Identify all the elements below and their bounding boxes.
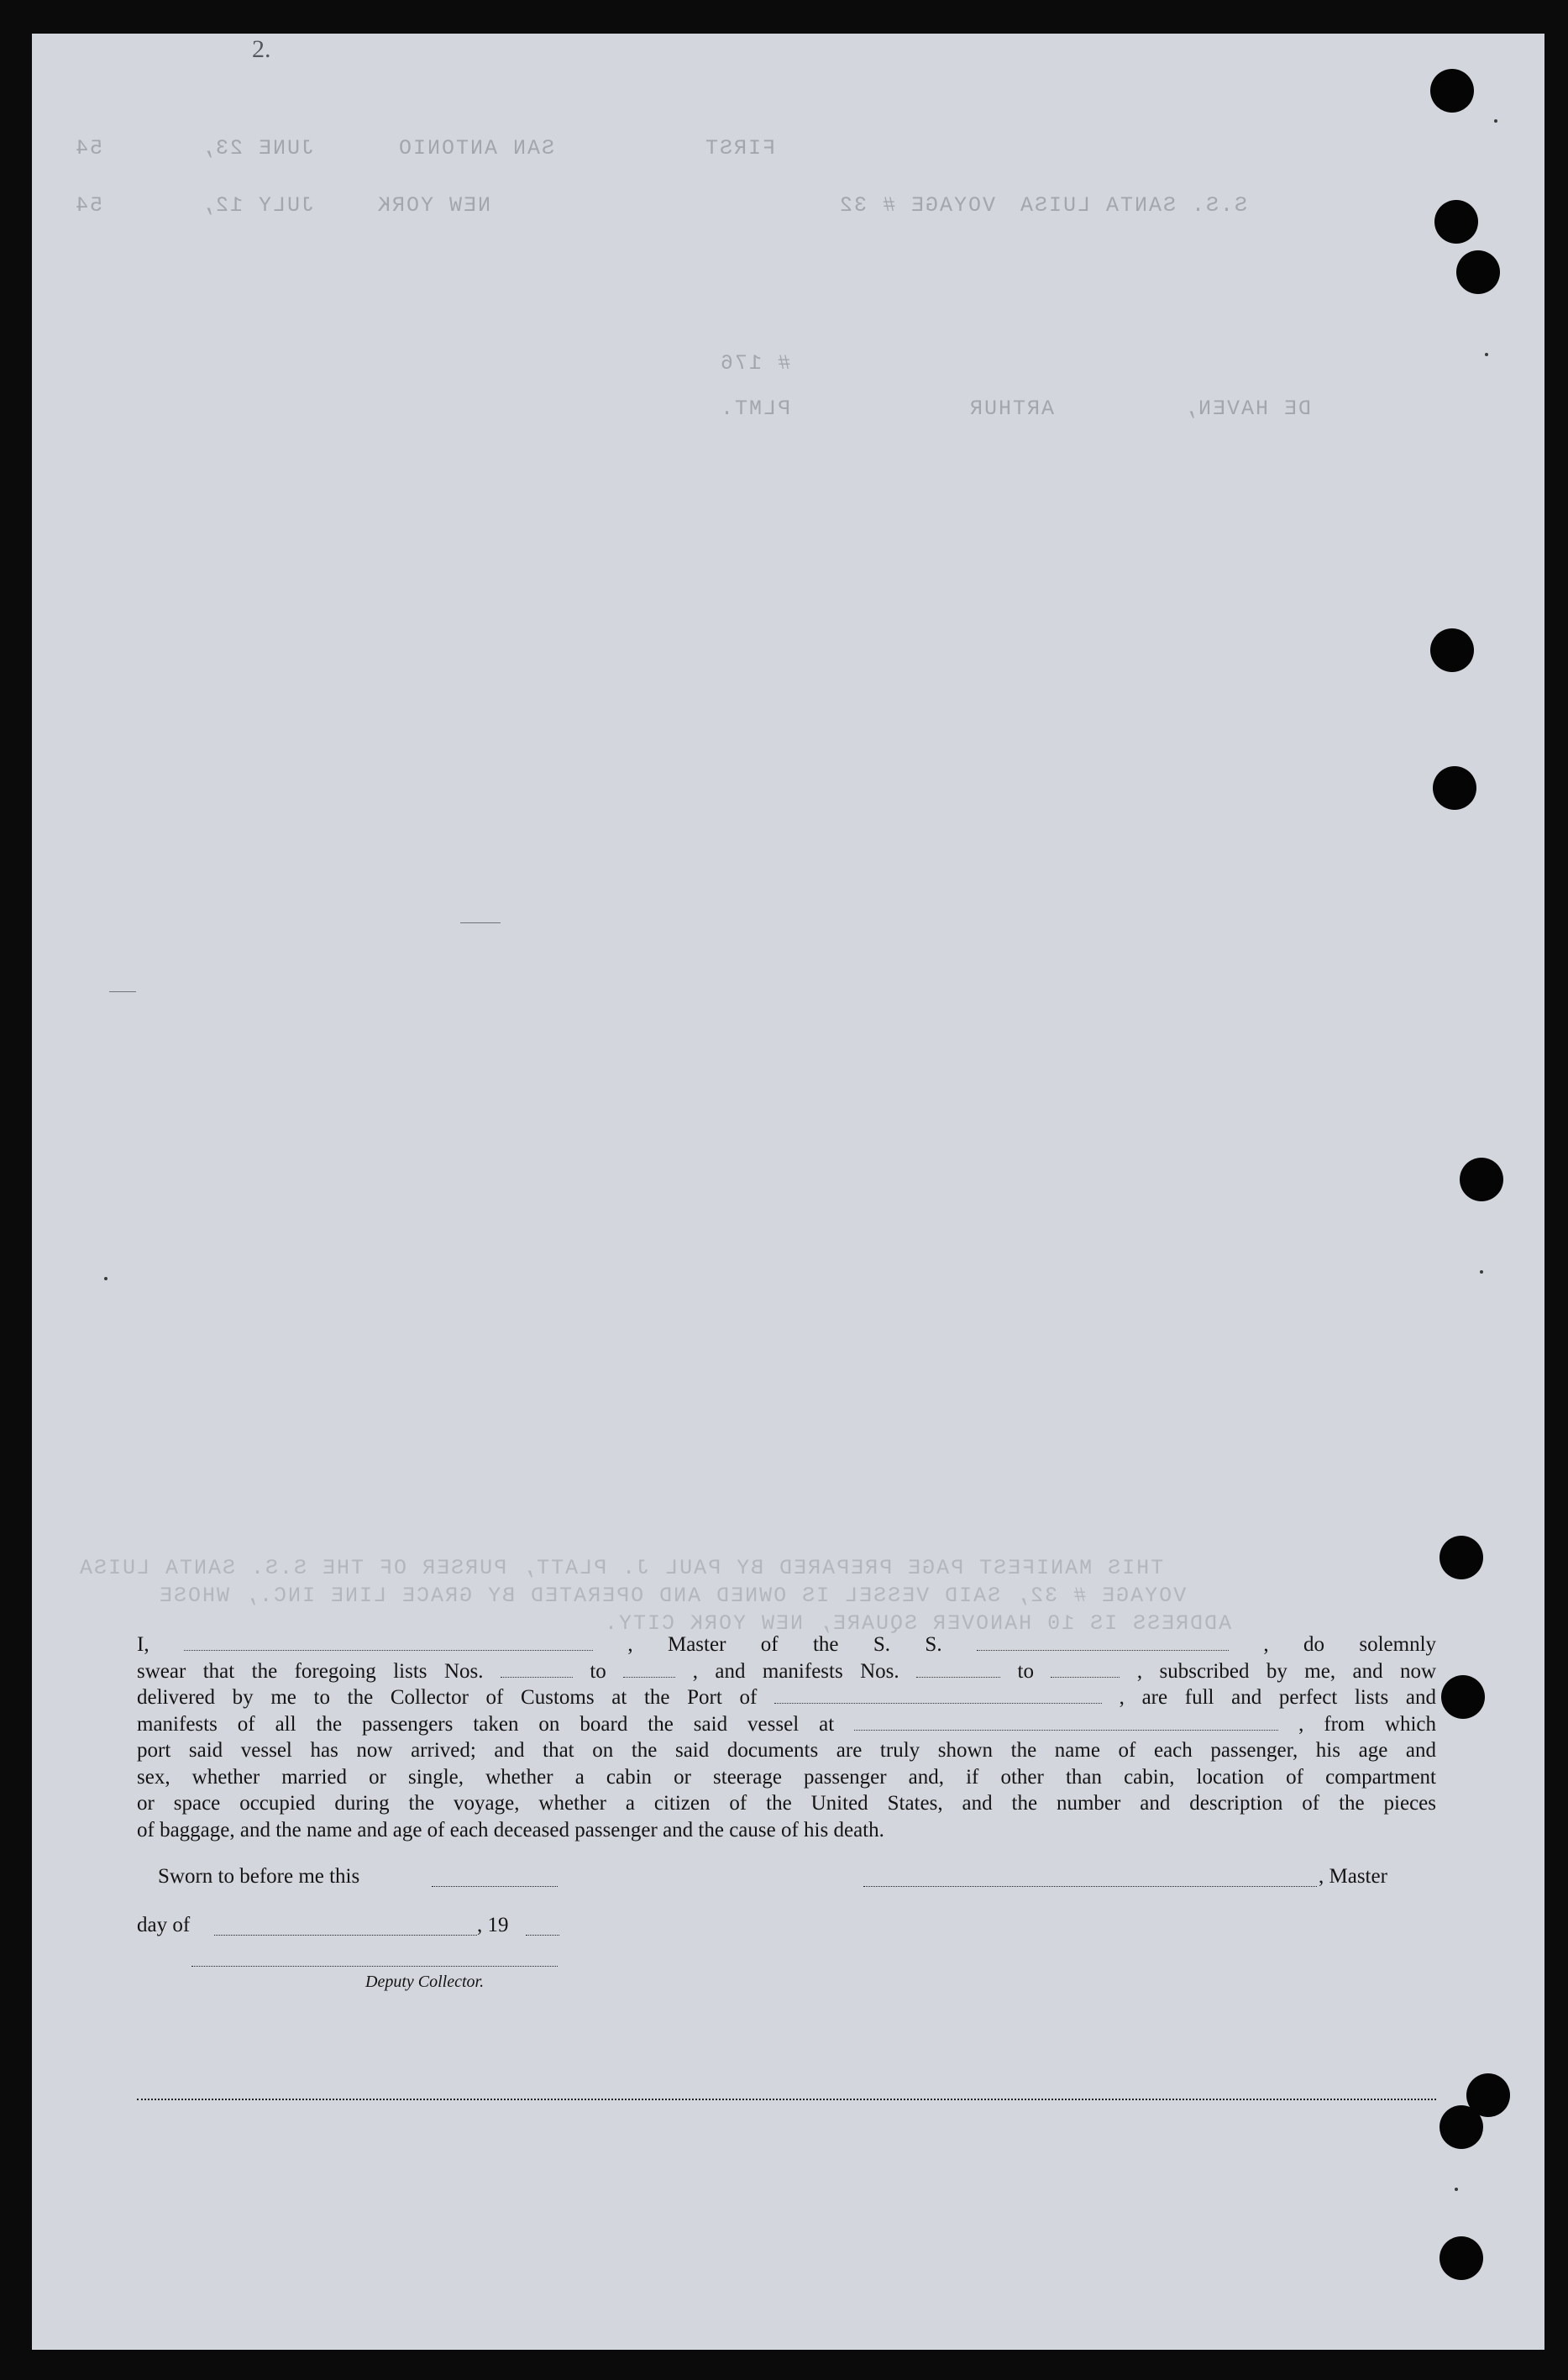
speck	[1480, 1270, 1483, 1274]
binder-hole	[1430, 69, 1474, 113]
oath-subscribed: , subscribed by me, and now	[1136, 1659, 1437, 1683]
bleed-entry-number: # 176	[719, 351, 791, 376]
manifests-to-field[interactable]	[1051, 1661, 1120, 1678]
port-field[interactable]	[774, 1687, 1102, 1704]
oath-line-6: sex, whether married or single, whether a cabin or steerage passenger and, if other than cabin, location of compartment	[137, 1765, 1436, 1789]
bleed-date-2: JULY 12,	[200, 193, 315, 218]
binder-hole	[1434, 200, 1478, 244]
year-prefix-label: , 19	[477, 1914, 509, 1936]
oath-i: I,	[137, 1633, 149, 1656]
binder-hole	[1440, 2236, 1483, 2280]
manifests-from-field[interactable]	[916, 1661, 1000, 1678]
day-of-label: day of	[137, 1914, 191, 1936]
bleed-voyage: VOYAGE # 32	[838, 193, 996, 218]
oath-swear-lists: swear that the foregoing lists Nos.	[137, 1659, 484, 1683]
binder-hole	[1441, 1675, 1485, 1719]
oath-delivered: delivered by me to the Collector of Customs at the Port of	[137, 1686, 758, 1709]
master-name-field[interactable]	[184, 1634, 593, 1651]
oath-master-of: , Master of the S. S.	[627, 1633, 942, 1656]
bleed-port-1: SAN ANTONIO	[397, 136, 555, 160]
speck	[104, 1277, 108, 1280]
oath-paragraph	[137, 1631, 1436, 1843]
speck	[1455, 2188, 1458, 2191]
stray-mark	[460, 922, 501, 923]
manifest-page	[32, 34, 1544, 2350]
oath-from-which: , from which	[1298, 1712, 1437, 1736]
bleed-given-name: ARTHUR	[968, 397, 1055, 421]
year-field[interactable]	[526, 1935, 559, 1936]
oath-and-manifests: , and manifests Nos.	[692, 1659, 899, 1683]
oath-do-solemnly: , do solemnly	[1263, 1633, 1437, 1656]
binder-hole	[1440, 2105, 1483, 2149]
sworn-date-field[interactable]	[432, 1886, 558, 1887]
binder-hole	[1440, 1536, 1483, 1579]
bleed-statement-1: THIS MANIFEST PAGE PREPARED BY PAUL J. PLATT, PURSER OF THE S.S. SANTA LUISA	[78, 1556, 1164, 1580]
oath-line-5: port said vessel has now arrived; and that on the said documents are truly shown the name of each passenger, his age and	[137, 1739, 1436, 1762]
deputy-signature-field[interactable]	[191, 1966, 558, 1967]
oath-to-1: to	[590, 1659, 606, 1683]
bleed-statement-2: VOYAGE # 32, SAID VESSEL IS OWNED AND OPERATED BY GRACE LINE INC., WHOSE	[158, 1584, 1187, 1608]
lists-to-field[interactable]	[623, 1661, 675, 1678]
speck	[1485, 353, 1488, 356]
bleed-ship: S.S. SANTA LUISA	[1019, 193, 1248, 218]
deputy-collector-caption: Deputy Collector.	[365, 1973, 485, 1991]
bleed-status: PLMT.	[719, 397, 791, 421]
oath-to-2: to	[1017, 1659, 1034, 1683]
sworn-label: Sworn to before me this	[158, 1865, 360, 1888]
master-signature-field[interactable]	[863, 1886, 1317, 1887]
oath-manifests-taken: manifests of all the passengers taken on board the said vessel at	[137, 1712, 835, 1736]
bleed-statement-3: ADDRESS IS 10 HANOVER SQUARE, NEW YORK CITY.	[603, 1611, 1232, 1636]
binder-hole	[1433, 766, 1476, 810]
master-label: , Master	[1319, 1865, 1387, 1888]
page-number: 2.	[252, 35, 271, 63]
binder-hole	[1460, 1158, 1503, 1201]
binder-hole	[1430, 628, 1474, 672]
bleed-surname: DE HAVEN,	[1183, 397, 1312, 421]
binder-hole	[1456, 250, 1500, 294]
lists-from-field[interactable]	[501, 1661, 573, 1678]
bleed-class: FIRST	[704, 136, 776, 160]
speck	[1494, 119, 1497, 123]
bleed-year-1: 54	[74, 136, 103, 160]
bleed-year-2: 54	[74, 193, 103, 218]
bleed-date-1: JUNE 23,	[200, 136, 315, 160]
stray-mark	[109, 991, 136, 992]
day-of-field[interactable]	[214, 1935, 477, 1936]
oath-line-7: or space occupied during the voyage, whether a citizen of the United States, and the number and description of the pieces	[137, 1792, 1436, 1815]
bottom-rule	[137, 2099, 1436, 2100]
oath-full-lists: , are full and perfect lists and	[1119, 1686, 1437, 1709]
oath-line-8: of baggage, and the name and age of each deceased passenger and the cause of his death.	[137, 1818, 884, 1841]
bleed-port-2: NEW YORK	[376, 193, 491, 218]
embarkation-port-field[interactable]	[854, 1714, 1278, 1731]
vessel-name-field[interactable]	[977, 1634, 1229, 1651]
